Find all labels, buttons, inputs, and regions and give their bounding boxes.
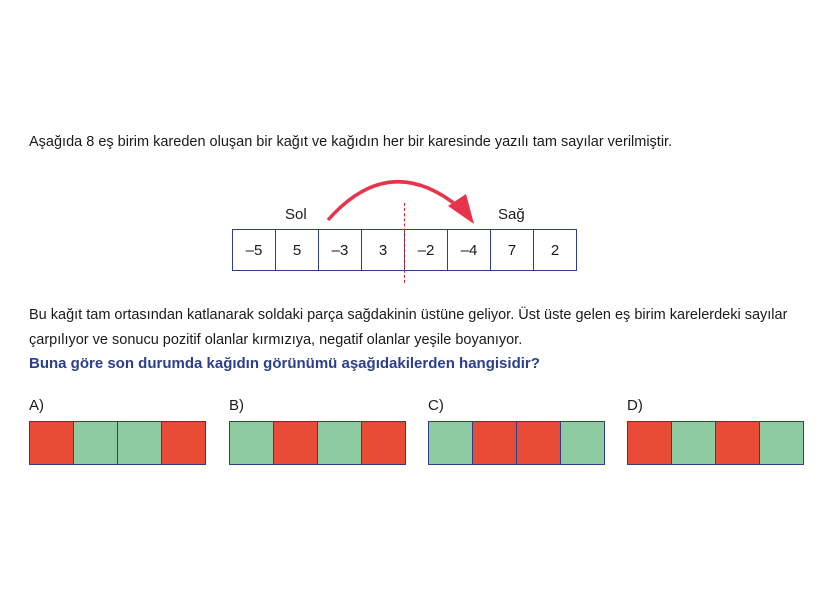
- left-label: Sol: [285, 206, 307, 223]
- option-d-label[interactable]: D): [627, 397, 643, 414]
- option-square: [73, 421, 118, 465]
- option-square: [671, 421, 716, 465]
- strip-cell: –4: [447, 229, 491, 271]
- fold-line: [404, 203, 405, 283]
- intro-text: Aşağıda 8 eş birim kareden oluşan bir kağıt ve kağıdın her bir karesinde yazılı tam sayılar verilmiştir.: [29, 134, 673, 150]
- option-square: [715, 421, 760, 465]
- strip-cell: 5: [275, 229, 319, 271]
- option-square: [560, 421, 605, 465]
- option-a-label[interactable]: A): [29, 397, 44, 414]
- option-square: [428, 421, 473, 465]
- option-a-strip[interactable]: [29, 421, 206, 465]
- question-text: Buna göre son durumda kağıdın görünümü aşağıdakilerden hangisidir?: [29, 355, 540, 372]
- option-square: [317, 421, 362, 465]
- option-square: [361, 421, 406, 465]
- option-square: [229, 421, 274, 465]
- strip-cell: 3: [361, 229, 405, 271]
- strip-cell: –2: [404, 229, 448, 271]
- strip-cell: 7: [490, 229, 534, 271]
- option-square: [516, 421, 561, 465]
- right-label: Sağ: [498, 206, 525, 223]
- option-square: [273, 421, 318, 465]
- strip-cell: 2: [533, 229, 577, 271]
- strip-cell: –5: [232, 229, 276, 271]
- option-square: [472, 421, 517, 465]
- option-square: [627, 421, 672, 465]
- option-square: [29, 421, 74, 465]
- description-paragraph: Bu kağıt tam ortasından katlanarak soldaki parça sağdakinin üstüne geliyor. Üst üste gelen eş birim karelerdeki sayılar çarpılıyor ve sonucu pozitif olanlar kırmızıya, negatif olanlar yeşile boyanıyor.: [29, 307, 788, 348]
- fold-arrow-icon: [320, 168, 490, 228]
- option-c-strip[interactable]: [428, 421, 605, 465]
- strip-cell: –3: [318, 229, 362, 271]
- option-square: [759, 421, 804, 465]
- option-square: [161, 421, 206, 465]
- option-c-label[interactable]: C): [428, 397, 444, 414]
- option-b-label[interactable]: B): [229, 397, 244, 414]
- option-square: [117, 421, 162, 465]
- option-b-strip[interactable]: [229, 421, 406, 465]
- option-d-strip[interactable]: [627, 421, 804, 465]
